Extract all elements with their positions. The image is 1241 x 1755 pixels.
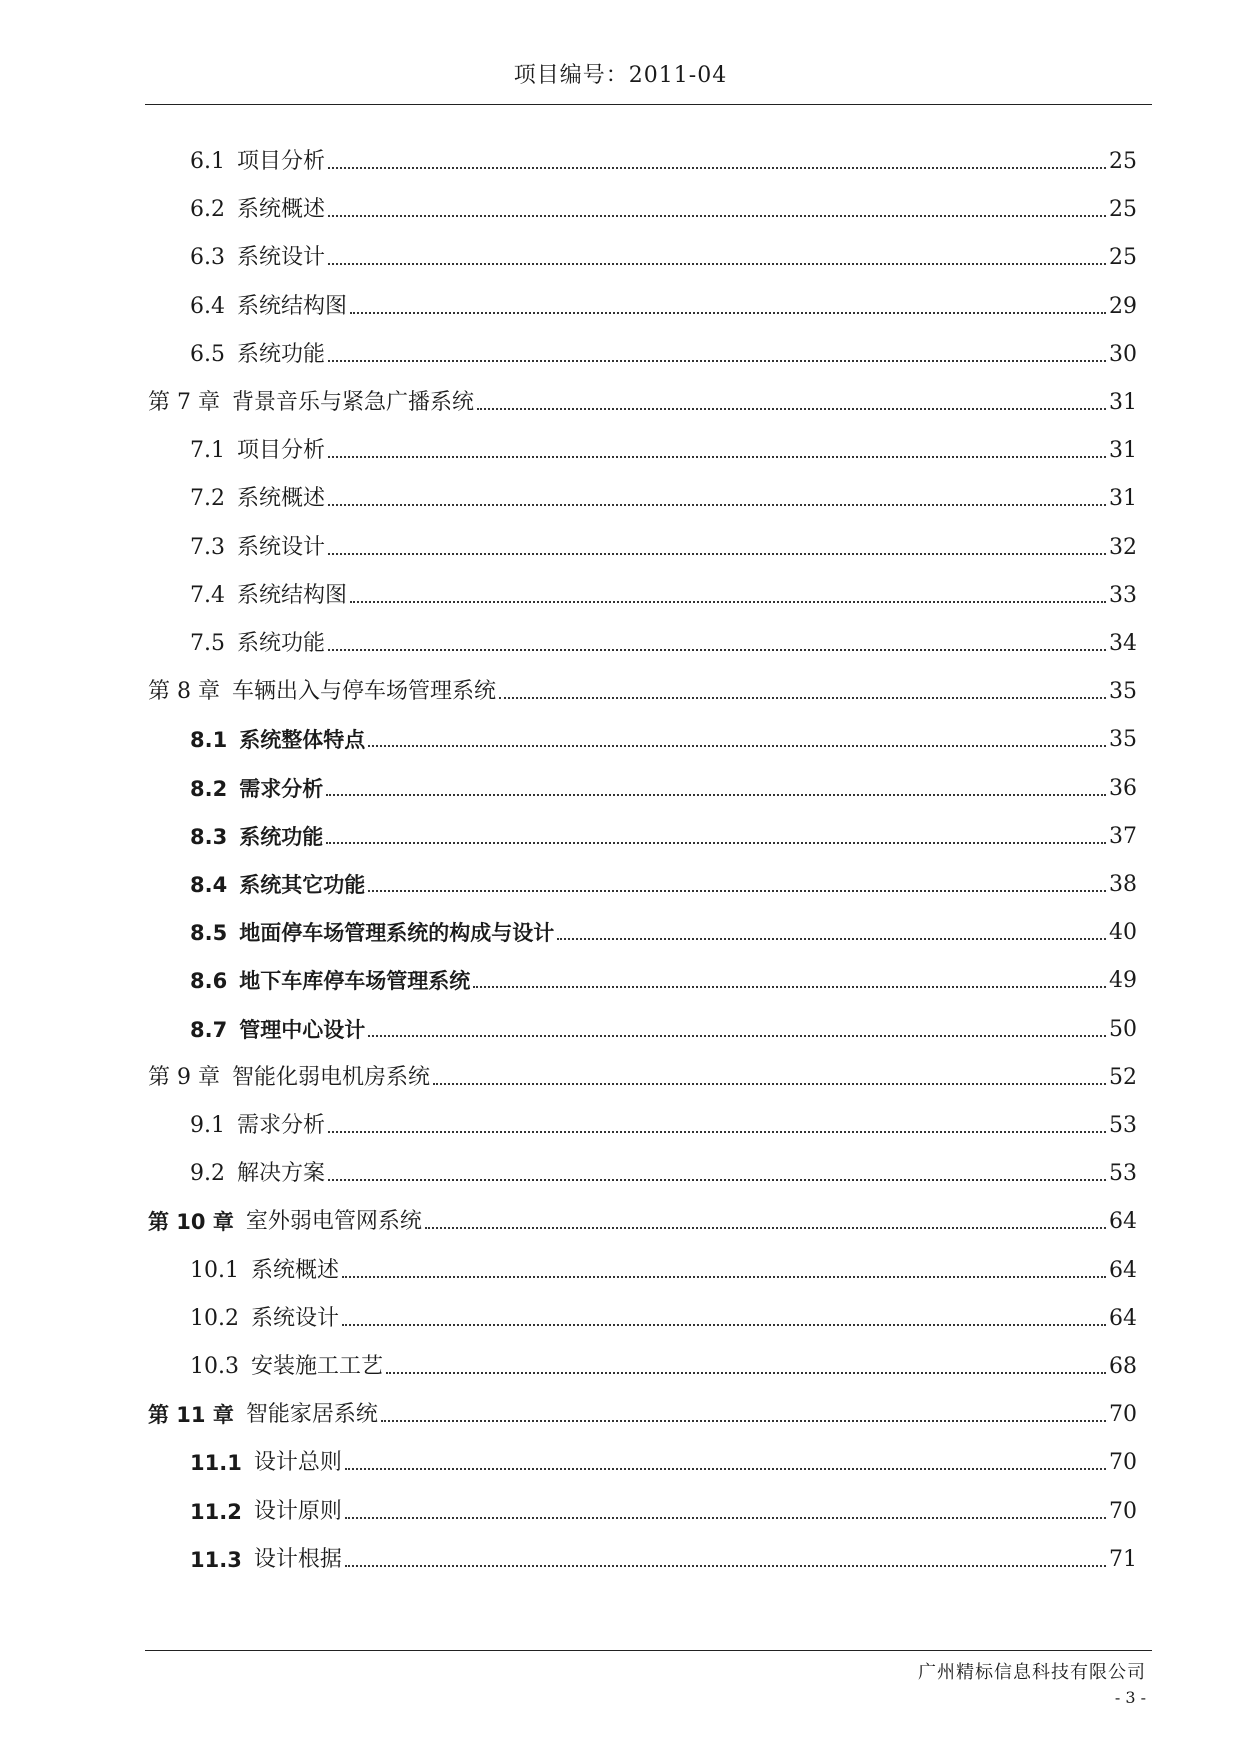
toc-section-entry[interactable] — [190, 236, 1137, 272]
toc-entry-page: 25 — [1109, 245, 1137, 271]
toc-entry-title: 系统整体特点 — [239, 728, 366, 753]
toc-entry-title: 系统设计 — [237, 245, 326, 271]
toc-section-entry[interactable] — [190, 1152, 1137, 1188]
toc-section-entry[interactable] — [190, 574, 1137, 610]
toc-entry-page: 29 — [1109, 293, 1137, 319]
toc-entry-title: 系统设计 — [250, 1305, 339, 1331]
toc-section-entry[interactable] — [190, 140, 1137, 176]
toc-entry-number: 第 8 章 — [148, 679, 220, 705]
toc-dot-leader — [350, 601, 1106, 603]
toc-dot-leader — [345, 1565, 1106, 1567]
toc-entry-title: 背景音乐与紧急广播系统 — [231, 390, 474, 415]
toc-dot-leader — [328, 215, 1106, 217]
toc-entry-number: 9.2 — [190, 1161, 225, 1187]
toc-chapter-entry[interactable] — [148, 1393, 1137, 1429]
toc-section-entry[interactable] — [190, 815, 1137, 851]
toc-dot-leader — [328, 263, 1106, 265]
toc-entry-title: 系统功能 — [239, 824, 324, 849]
toc-entry-title: 项目分析 — [237, 149, 326, 174]
toc-entry-number: 8.3 — [190, 824, 228, 849]
toc-dot-leader — [328, 167, 1106, 169]
toc-entry-number: 11.2 — [190, 1499, 242, 1524]
toc-entry-number: 10.1 — [190, 1257, 239, 1283]
toc-section-entry[interactable] — [190, 477, 1137, 513]
toc-entry-number: 6.4 — [190, 293, 225, 319]
toc-dot-leader — [425, 1227, 1106, 1229]
toc-chapter-entry[interactable] — [148, 381, 1137, 417]
toc-dot-leader — [433, 1083, 1106, 1085]
company-name: 广州精标信息科技有限公司 — [918, 1662, 1146, 1683]
toc-entry-title: 智能化弱电机房系统 — [231, 1064, 430, 1090]
toc-dot-leader — [342, 1276, 1106, 1278]
toc-entry-page: 37 — [1109, 823, 1137, 849]
toc-dot-leader — [386, 1372, 1106, 1374]
toc-section-entry[interactable] — [190, 767, 1137, 803]
toc-entry-number: 8.5 — [190, 921, 228, 946]
toc-entry-number: 6.2 — [190, 197, 225, 223]
toc-dot-leader — [328, 1131, 1106, 1133]
toc-entry-title: 系统概述 — [250, 1257, 339, 1283]
toc-section-entry[interactable] — [190, 1104, 1137, 1140]
toc-entry-number: 8.4 — [190, 873, 228, 897]
toc-entry-page: 31 — [1109, 390, 1137, 415]
toc-entry-number: 7.1 — [190, 438, 225, 464]
toc-dot-leader — [328, 1179, 1106, 1181]
toc-entry-number: 8.6 — [190, 969, 228, 994]
toc-section-entry[interactable] — [190, 911, 1137, 947]
toc-section-entry[interactable] — [190, 622, 1137, 658]
toc-entry-page: 31 — [1109, 486, 1137, 512]
toc-entry-title: 管理中心设计 — [239, 1017, 366, 1042]
toc-entry-title: 项目分析 — [237, 438, 326, 464]
toc-entry-title: 地下车库停车场管理系统 — [239, 969, 471, 994]
toc-entry-number: 7.5 — [190, 631, 225, 656]
toc-entry-page: 40 — [1109, 920, 1137, 946]
toc-entry-title: 安装施工工艺 — [250, 1354, 383, 1379]
toc-dot-leader — [499, 697, 1106, 699]
toc-dot-leader — [381, 1420, 1106, 1422]
toc-entry-page: 68 — [1109, 1354, 1137, 1379]
toc-entry-title: 解决方案 — [237, 1161, 326, 1187]
toc-section-entry[interactable] — [190, 285, 1137, 321]
toc-entry-number: 7.2 — [190, 486, 225, 512]
toc-entry-title: 系统设计 — [237, 534, 326, 560]
toc-dot-leader — [345, 1517, 1106, 1519]
toc-entry-page: 64 — [1109, 1305, 1137, 1331]
toc-entry-number: 7.4 — [190, 582, 225, 608]
toc-entry-title: 设计原则 — [253, 1498, 342, 1524]
toc-entry-page: 36 — [1109, 775, 1137, 801]
toc-entry-title: 系统功能 — [237, 631, 326, 656]
toc-entry-page: 70 — [1109, 1498, 1137, 1524]
toc-entry-number: 10.2 — [190, 1305, 239, 1331]
toc-dot-leader — [368, 1035, 1106, 1037]
toc-entry-number: 11.3 — [190, 1547, 242, 1572]
toc-entry-number: 第 9 章 — [148, 1064, 220, 1090]
toc-entry-title: 系统结构图 — [237, 293, 348, 319]
toc-entry-number: 6.5 — [190, 341, 225, 367]
toc-section-entry[interactable] — [190, 526, 1137, 562]
toc-entry-number: 第 7 章 — [148, 390, 220, 415]
toc-dot-leader — [345, 1468, 1106, 1470]
toc-entry-page: 70 — [1109, 1450, 1137, 1476]
toc-entry-page: 32 — [1109, 534, 1137, 560]
toc-entry-title: 需求分析 — [237, 1113, 326, 1138]
toc-entry-page: 50 — [1109, 1016, 1137, 1042]
toc-entry-page: 52 — [1109, 1064, 1137, 1090]
toc-dot-leader — [473, 986, 1106, 988]
toc-entry-page: 71 — [1109, 1546, 1137, 1572]
toc-entry-page: 25 — [1109, 197, 1137, 223]
toc-entry-title: 设计总则 — [253, 1450, 342, 1476]
toc-entry-page: 70 — [1109, 1402, 1137, 1428]
toc-dot-leader — [557, 938, 1106, 940]
toc-entry-page: 53 — [1109, 1113, 1137, 1138]
toc-entry-title: 需求分析 — [239, 776, 324, 801]
header-divider — [145, 104, 1152, 105]
toc-entry-number: 8.1 — [190, 728, 228, 753]
toc-entry-title: 系统概述 — [237, 197, 326, 223]
toc-entry-page: 64 — [1109, 1209, 1137, 1235]
toc-dot-leader — [328, 553, 1106, 555]
toc-entry-title: 系统其它功能 — [239, 873, 366, 897]
toc-entry-title: 室外弱电管网系统 — [245, 1209, 422, 1235]
toc-dot-leader — [326, 842, 1106, 844]
toc-entry-title: 地面停车场管理系统的构成与设计 — [239, 921, 555, 946]
toc-section-entry[interactable] — [190, 188, 1137, 224]
toc-entry-page: 35 — [1109, 727, 1137, 753]
toc-section-entry[interactable] — [190, 429, 1137, 465]
toc-chapter-entry[interactable] — [148, 670, 1137, 706]
toc-entry-number: 8.2 — [190, 776, 228, 801]
toc-section-entry[interactable] — [190, 959, 1137, 995]
toc-dot-leader — [368, 745, 1106, 747]
toc-section-entry[interactable] — [190, 1297, 1137, 1333]
toc-section-entry[interactable] — [190, 1008, 1137, 1044]
toc-entry-page: 35 — [1109, 679, 1137, 705]
toc-entry-page: 49 — [1109, 968, 1137, 994]
toc-dot-leader — [328, 360, 1106, 362]
toc-entry-title: 系统功能 — [237, 341, 326, 367]
toc-entry-page: 38 — [1109, 872, 1137, 897]
toc-entry-page: 30 — [1109, 341, 1137, 367]
toc-entry-title: 设计根据 — [253, 1546, 342, 1572]
toc-entry-title: 系统概述 — [237, 486, 326, 512]
toc-dot-leader — [328, 649, 1106, 651]
toc-entry-number: 10.3 — [190, 1354, 239, 1379]
toc-entry-number: 第 11 章 — [148, 1403, 234, 1428]
toc-entry-title: 智能家居系统 — [245, 1402, 378, 1428]
toc-section-entry[interactable] — [190, 333, 1137, 369]
toc-dot-leader — [342, 1324, 1106, 1326]
page-number: - 3 - — [1114, 1688, 1146, 1707]
toc-entry-number: 11.1 — [190, 1451, 242, 1476]
toc-entry-title: 系统结构图 — [237, 582, 348, 608]
toc-dot-leader — [326, 794, 1106, 796]
toc-entry-number: 9.1 — [190, 1113, 225, 1138]
project-number: 项目编号：2011-04 — [513, 63, 728, 88]
toc-dot-leader — [350, 312, 1106, 314]
toc-entry-page: 31 — [1109, 438, 1137, 464]
footer-divider — [145, 1650, 1152, 1651]
toc-entry-number: 7.3 — [190, 534, 225, 560]
toc-section-entry[interactable] — [190, 1490, 1137, 1526]
toc-entry-page: 25 — [1109, 149, 1137, 174]
toc-entry-page: 33 — [1109, 582, 1137, 608]
toc-entry-number: 第 10 章 — [148, 1210, 234, 1235]
toc-dot-leader — [328, 456, 1106, 458]
toc-entry-page: 64 — [1109, 1257, 1137, 1283]
toc-dot-leader — [368, 890, 1106, 892]
toc-section-entry[interactable] — [190, 718, 1137, 754]
toc-entry-page: 34 — [1109, 631, 1137, 656]
toc-dot-leader — [328, 504, 1106, 506]
toc-section-entry[interactable] — [190, 1249, 1137, 1285]
toc-section-entry[interactable] — [190, 863, 1137, 899]
toc-section-entry[interactable] — [190, 1538, 1137, 1574]
toc-entry-number: 6.3 — [190, 245, 225, 271]
toc-section-entry[interactable] — [190, 1345, 1137, 1381]
toc-entry-page: 53 — [1109, 1161, 1137, 1187]
toc-section-entry[interactable] — [190, 1441, 1137, 1477]
toc-entry-number: 6.1 — [190, 149, 225, 174]
toc-entry-title: 车辆出入与停车场管理系统 — [231, 679, 496, 705]
toc-entry-number: 8.7 — [190, 1017, 228, 1042]
toc-chapter-entry[interactable] — [148, 1056, 1137, 1092]
toc-chapter-entry[interactable] — [148, 1200, 1137, 1236]
toc-dot-leader — [477, 408, 1106, 410]
